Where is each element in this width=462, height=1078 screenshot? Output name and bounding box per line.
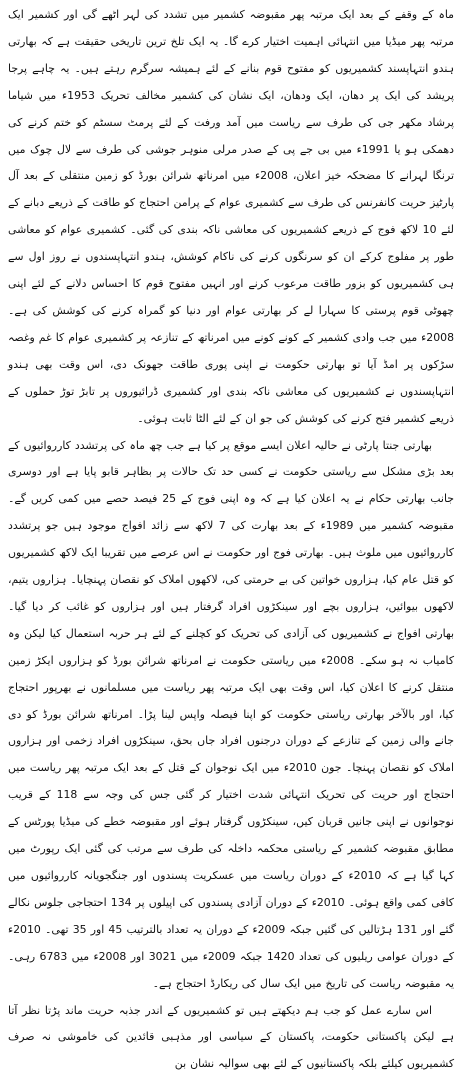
article-paragraph-1: ماہ کے وقفے کے بعد ایک مرتبہ پھر مقبوضہ کشمیر میں تشدد کی لہر اٹھے گی اور کشمیر ایک مرتبہ پھر میڈیا میں انتہائی اہمیت اختیار کرے گا۔ یہ ایک تلخ ترین تاریخی حقیقت ہے کہ بھارتی ہندو انتہاپسند کشمیریوں کو مفتوح قوم بنانے کے لئے ہمیشہ سرگرم رہتے ہیں۔ یہ چاہے پرجا پریشد کی ایک پر دھان، ایک ودھان، ایک نشان کی کشمیر مخالف تحریک 1953ء میں شیاما پرشاد مکھر جی کی طرف سے ریاست میں آمد ورفت کے لئے پرمٹ سسٹم کو ختم کرنے کی دھمکی ہو یا 1991ء میں بی جے پی کے صدر مرلی منوہر جوشی کی طرف سے لال چوک میں ترنگا لہرانے کا مضحکہ خیز اعلان، 2008ء میں امرناتھ شرائن بورڈ کو زمین منتقلی کے بعد آل پارٹیز حریت کانفرنس کی طرف سے کشمیری عوام کے پرامن احتجاج کو طاقت کے ذریعے دبانے کے لئے 10 لاکھ فوج کے ذریعے کشمیریوں کی معاشی ناکہ بندی کی گئی۔ کشمیری عوام کو معاشی طور پر مفلوج کرکے ان کو سرنگوں کرنے کی ناکام کوشش، ہندو انتہاپسندوں نے روز اول سے ہی کشمیریوں کو بزور طاقت مرعوب کرنے اور انہیں مفتوح قوم کا احساس دلانے کے لئے اپنی چھوٹی قوم پرستی کا سہارا لے کر بھارتی عوام اور دنیا کو گمراہ کرنے کی کوشش کی ہے۔ 2008ء میں جب وادی کشمیر کے کونے کونے میں امرناتھ کے تنازعہ پر کشمیری عوام کا غم وغصہ سڑکوں پر امڈ آیا تو بھارتی حکومت نے اپنی پوری طاقت جھونک دی، اس وقت بھی ہندو انتہاپسندوں نے کشمیریوں کی معاشی ناکہ بندی اور کشمیری ڈرائیوروں پر تابڑ توڑ حملوں کے ذریعے کشمیر فتح کرنے کی کوشش کی جو ان کے لئے الٹا ثابت ہوئی۔	[8, 8, 454, 425]
article-paragraph-2: بھارتی جنتا پارٹی نے حالیہ اعلان ایسے موقع پر کیا ہے جب چھ ماہ کی پرتشدد کارروائیوں کے بعد بڑی مشکل سے ریاستی حکومت نے کسی حد تک حالات پر بظاہر قابو پایا ہے اور دوسری جانب بھارتی حکام نے یہ اعلان کیا ہے کہ وہ اپنی فوج کے 25 فیصد حصے میں کمی کریں گے۔ مقبوضہ کشمیر میں 1989ء کے بعد بھارت کی 7 لاکھ سے زائد افواج موجود ہیں جو پرتشدد کارروائیوں میں ملوث ہیں۔ بھارتی فوج اور حکومت نے اس عرصے میں تقریبا ایک لاکھ کشمیریوں کو قتل عام کیا، ہزاروں خواتین کی بے حرمتی کی، لاکھوں املاک کو نقصان پہنچایا۔ ہزاروں یتیم، لاکھوں بیوائیں، ہزاروں بچے اور سینکڑوں افراد گرفتار ہیں اور ہزاروں کو غائب کر دیا گیا۔ بھارتی افواج نے کشمیریوں کی آزادی کی تحریک کو کچلنے کے لئے ہر حربہ استعمال کیا لیکن وہ کامیاب نہ ہو سکے۔ 2008ء میں ریاستی حکومت نے امرناتھ شرائن بورڈ کو ہزاروں ایکڑ زمین منتقل کرنے کا اعلان کیا، اس وقت بھی ایک مرتبہ پھر ریاست میں مسلمانوں نے بھرپور احتجاج کیا، اور بالآخر بھارتی ریاستی حکومت کو اپنا فیصلہ واپس لینا پڑا۔ امرناتھ شرائن بورڈ کو دی جانے والی زمین کے تنازعے کے دوران درجنوں افراد جاں بحق، سینکڑوں افراد زخمی اور ہزاروں املاک کو نقصان پہنچا۔ جون 2010ء میں ایک نوجوان کے قتل کے بعد ایک مرتبہ پھر ریاست میں احتجاج اور حریت کی تحریک انتہائی شدت اختیار کر گئی جس کی وجہ سے 118 کے قریب نوجوانوں نے اپنی جانیں قربان کیں، سینکڑوں گرفتار ہوئے اور مقبوضہ خطے کی میڈیا پورٹس کے مطابق مقبوضہ کشمیر کے ریاستی محکمہ داخلہ کی طرف سے مرتب کی گئی ایک رپورٹ میں کہا گیا ہے کہ 2010ء کے دوران ریاست میں عسکریت پسندوں اور جنگجویانہ کارروائیوں میں کافی کمی واقع ہوئی۔ 2010ء کے دوران آزادی پسندوں کی اپیلوں پر 134 احتجاجی جلوس نکالے گئے اور 131 ہڑتالیں کی گئیں جبکہ 2009ء کے دوران یہ تعداد بالترتیب 45 اور 35 تھی۔ 2010ء کے دوران عوامی ریلیوں کی تعداد 1420 جبکہ 2009ء میں 3021 اور 2008ء میں 6783 رہی۔ یہ مقبوضہ ریاست کی تاریخ میں ایک سال کی ریکارڈ احتجاج ہے۔	[8, 438, 455, 990]
article-paragraph-3: اس سارے عمل کو جب ہم دیکھتے ہیں تو کشمیریوں کے اندر جذبہ حریت ماند پڑتا نظر آتا ہے لیکن پاکستانی حکومت، پاکستان کے سیاسی اور مذہبی قائدین کی خاموشی نہ صرف کشمیریوں کیلئے بلکہ پاکستانیوں کے لئے بھی سوالیہ نشان بن	[8, 1003, 454, 1071]
